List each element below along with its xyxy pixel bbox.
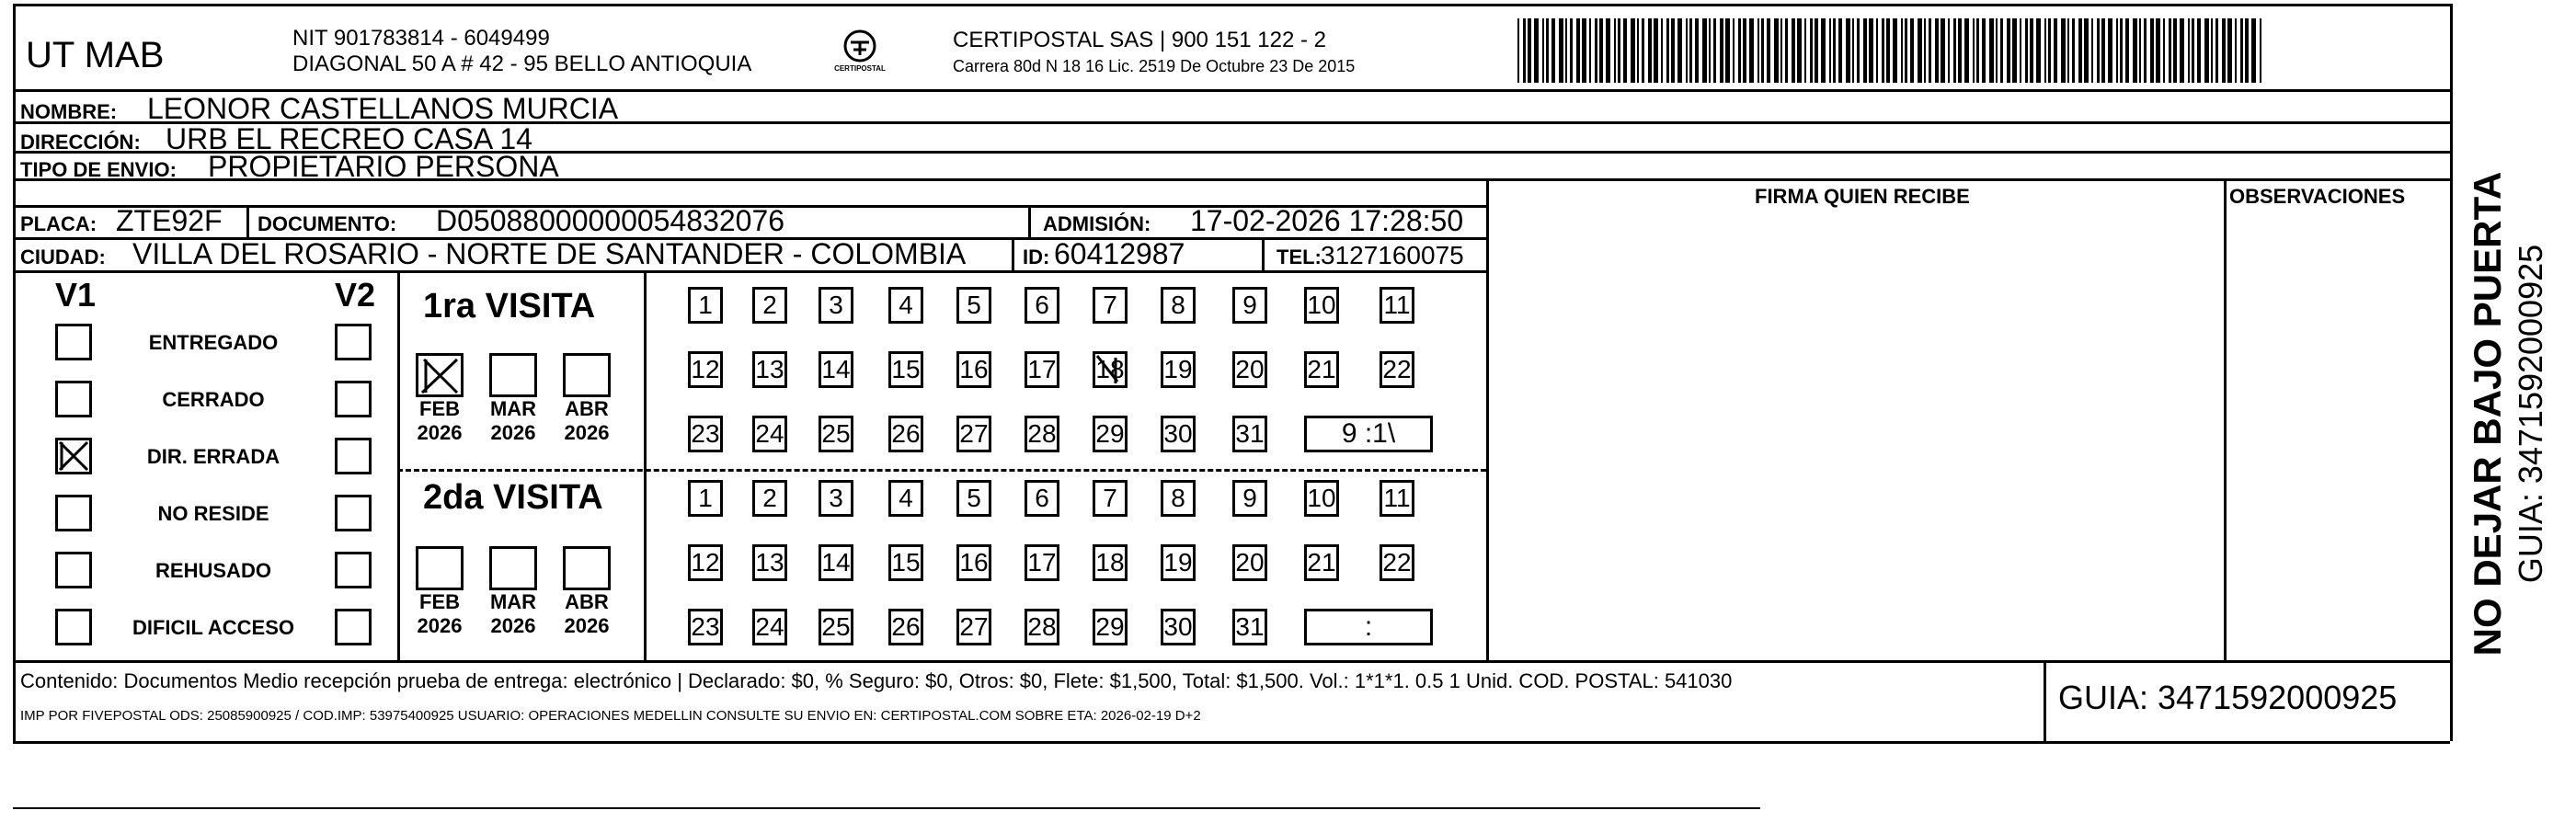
barcode-bar bbox=[1642, 18, 1644, 83]
day-box[interactable]: 17 bbox=[1025, 351, 1059, 388]
barcode-bar bbox=[2173, 18, 2177, 83]
day-box[interactable]: 6 bbox=[1025, 480, 1059, 517]
barcode-bar bbox=[2097, 18, 2100, 83]
barcode-bar bbox=[1733, 18, 1735, 83]
barcode-bar bbox=[1767, 18, 1770, 83]
barcode-bar bbox=[1948, 18, 1950, 83]
barcode-bar bbox=[1631, 18, 1635, 83]
barcode-bar bbox=[1671, 18, 1675, 83]
barcode-bar bbox=[1582, 18, 1586, 83]
status-divider bbox=[397, 270, 400, 660]
barcode-bar bbox=[2048, 18, 2051, 83]
barcode-bar bbox=[1918, 18, 1922, 83]
v1-checkbox[interactable] bbox=[55, 552, 92, 588]
barcode-bar bbox=[2030, 18, 2033, 83]
barcode-bar bbox=[1869, 18, 1873, 83]
barcode-bar bbox=[1546, 18, 1549, 83]
day-box[interactable]: 27 bbox=[956, 416, 991, 452]
check-mark-icon bbox=[418, 356, 461, 394]
barcode-bar bbox=[1570, 18, 1573, 83]
day-box[interactable]: 19 bbox=[1161, 351, 1196, 388]
barcode-bar bbox=[1924, 18, 1926, 83]
tel-label: TEL: bbox=[1277, 245, 1322, 268]
day-box[interactable]: 29 bbox=[1093, 609, 1128, 645]
barcode-bar bbox=[1757, 18, 1759, 83]
footer-print-line: IMP POR FIVEPOSTAL ODS: 25085900925 / COD.IMP: 53975400925 USUARIO: OPERACIONES MEDELLIN CONSULTE SU ENVIO EN: CERTIPOSTAL.COM SOBRE ETA: 2026-02-19 D+2 bbox=[20, 708, 1201, 724]
day-box[interactable]: 19 bbox=[1161, 544, 1196, 581]
day-number: 18 bbox=[1095, 355, 1125, 383]
barcode-bar bbox=[2072, 18, 2075, 83]
month-checkbox[interactable] bbox=[489, 353, 537, 397]
barcode-bar bbox=[1996, 18, 1998, 83]
barcode-bar bbox=[2108, 18, 2112, 83]
barcode-bar bbox=[1661, 18, 1663, 83]
left-border bbox=[13, 4, 16, 741]
year-label: 2026 bbox=[417, 421, 463, 444]
barcode-bar bbox=[1976, 18, 1979, 83]
logo-text: CERTIPOSTAL bbox=[834, 64, 886, 73]
barcode-bar bbox=[1953, 18, 1956, 83]
barcode-bar bbox=[1623, 18, 1627, 83]
status-label: ENTREGADO bbox=[148, 331, 279, 354]
barcode-bar bbox=[2235, 18, 2237, 83]
barcode-bar bbox=[1565, 18, 1567, 83]
barcode-bar bbox=[1982, 18, 1986, 83]
tipo-label: TIPO DE ENVIO: bbox=[20, 158, 177, 181]
day-box[interactable]: 5 bbox=[956, 480, 991, 517]
barcode-bar bbox=[1910, 18, 1914, 83]
day-box[interactable]: 24 bbox=[752, 609, 787, 645]
barcode-bar bbox=[1559, 18, 1563, 83]
barcode-bar bbox=[1761, 18, 1764, 83]
day-box[interactable] bbox=[1093, 351, 1128, 388]
barcode-bar bbox=[1785, 18, 1788, 83]
month-label: ABR bbox=[565, 397, 609, 420]
day-box[interactable]: 10 bbox=[1304, 287, 1339, 324]
day-box[interactable]: 14 bbox=[819, 351, 853, 388]
day-box[interactable]: 20 bbox=[1232, 351, 1267, 388]
barcode-bar bbox=[1648, 18, 1652, 83]
visit1-title: 1ra VISITA bbox=[423, 287, 596, 325]
barcode-bar bbox=[1618, 18, 1620, 83]
day-box[interactable]: 25 bbox=[819, 416, 853, 452]
admision-label: ADMISIÓN: bbox=[1043, 212, 1151, 235]
barcode-bar bbox=[1689, 18, 1692, 83]
barcode-bar bbox=[1810, 18, 1813, 83]
visit-divider bbox=[397, 469, 1486, 472]
barcode-bar bbox=[1542, 18, 1544, 83]
month-checkbox[interactable] bbox=[489, 546, 537, 590]
barcode-bar bbox=[1589, 18, 1591, 83]
barcode-bar bbox=[1935, 18, 1939, 83]
barcode-bar bbox=[1829, 18, 1831, 83]
day-box[interactable]: 22 bbox=[1380, 544, 1414, 581]
top-border bbox=[13, 4, 2450, 6]
day-box[interactable]: 6 bbox=[1025, 287, 1059, 324]
day-box[interactable]: 8 bbox=[1161, 287, 1196, 324]
barcode-bar bbox=[1599, 18, 1603, 83]
id-label: ID: bbox=[1023, 245, 1050, 268]
month-label: MAR bbox=[489, 397, 537, 420]
day-box[interactable]: 16 bbox=[956, 544, 991, 581]
day-box[interactable]: 4 bbox=[888, 480, 923, 517]
day-box[interactable]: 1 bbox=[688, 480, 723, 517]
barcode-bar bbox=[1774, 18, 1779, 83]
placa-label: PLACA: bbox=[20, 212, 97, 235]
barcode-bar bbox=[2197, 18, 2201, 83]
v1-checkbox[interactable] bbox=[55, 381, 92, 417]
barcode-bar bbox=[2133, 18, 2137, 83]
barcode-bar bbox=[2084, 18, 2089, 83]
barcode-bar bbox=[2036, 18, 2041, 83]
days-divider bbox=[644, 270, 647, 660]
barcode-bar bbox=[1857, 18, 1860, 83]
placa-divider bbox=[246, 205, 249, 237]
day-box[interactable]: 3 bbox=[819, 480, 853, 517]
firma-label: FIRMA QUIEN RECIBE bbox=[1755, 185, 1970, 208]
barcode-bar bbox=[1677, 18, 1682, 83]
barcode-bar bbox=[2180, 18, 2184, 83]
tel-value: 3127160075 bbox=[1321, 241, 1464, 269]
barcode-bar bbox=[1973, 18, 1975, 83]
documento-value: D05088000000054832076 bbox=[436, 204, 785, 237]
barcode-bar bbox=[2067, 18, 2069, 83]
barcode-bar bbox=[2188, 18, 2190, 83]
barcode-bar bbox=[2245, 18, 2249, 83]
barcode-bar bbox=[1595, 18, 1597, 83]
day-box[interactable]: 21 bbox=[1304, 351, 1339, 388]
direccion-label: DIRECCIÓN: bbox=[20, 131, 141, 154]
barcode-bar bbox=[2227, 18, 2232, 83]
day-box[interactable]: 22 bbox=[1380, 351, 1414, 388]
barcode-bar bbox=[1886, 18, 1890, 83]
barcode-bar bbox=[2120, 18, 2123, 83]
v2-label: V2 bbox=[335, 276, 376, 314]
day-box[interactable]: 17 bbox=[1025, 544, 1059, 581]
barcode-bar bbox=[1852, 18, 1854, 83]
month-checkbox[interactable] bbox=[563, 353, 611, 397]
day-box[interactable]: 30 bbox=[1161, 416, 1196, 452]
barcode-bar bbox=[1905, 18, 1907, 83]
barcode-bar bbox=[2101, 18, 2105, 83]
barcode-bar bbox=[1797, 18, 1802, 83]
v2-checkbox[interactable] bbox=[335, 552, 372, 588]
placa-value: ZTE92F bbox=[116, 204, 223, 237]
day-box[interactable]: 2 bbox=[752, 287, 787, 324]
observaciones-label: OBSERVACIONES bbox=[2229, 185, 2406, 208]
barcode-bar bbox=[1749, 18, 1754, 83]
footer-guia-divider bbox=[2044, 660, 2046, 741]
barcode-bar bbox=[2116, 18, 2118, 83]
courier-line2: Carrera 80d N 18 16 Lic. 2519 De Octubre 23 De 2015 bbox=[953, 57, 1356, 75]
day-box[interactable]: 12 bbox=[688, 544, 723, 581]
ciudad-label: CIUDAD: bbox=[20, 245, 106, 268]
day-box[interactable]: 1 bbox=[688, 287, 723, 324]
barcode-bar bbox=[2139, 18, 2141, 83]
id-divider bbox=[1012, 237, 1014, 270]
barcode-bar bbox=[1523, 18, 1526, 83]
month-label: MAR bbox=[489, 590, 537, 613]
day-box[interactable]: 7 bbox=[1093, 287, 1128, 324]
month-checkbox[interactable] bbox=[416, 353, 464, 397]
day-box[interactable]: 21 bbox=[1304, 544, 1339, 581]
day-box[interactable]: 8 bbox=[1161, 480, 1196, 517]
barcode-bar bbox=[2222, 18, 2226, 83]
day-box[interactable]: 15 bbox=[888, 544, 923, 581]
bottom-border bbox=[13, 741, 2450, 744]
barcode-bar bbox=[1929, 18, 1931, 83]
side-guia: GUIA: 3471592000925 bbox=[2512, 244, 2549, 584]
year-label: 2026 bbox=[564, 614, 610, 637]
ciudad-value: VILLA DEL ROSARIO - NORTE DE SANTANDER - COLOMBIA bbox=[132, 237, 967, 270]
day-box[interactable]: 9 bbox=[1232, 480, 1267, 517]
barcode-bar bbox=[2078, 18, 2082, 83]
day-box[interactable]: 23 bbox=[688, 416, 723, 452]
barcode-bar bbox=[2156, 18, 2160, 83]
barcode-bar bbox=[1528, 18, 1531, 83]
status-label: DIR. ERRADA bbox=[146, 445, 280, 468]
barcode-bar bbox=[2240, 18, 2243, 83]
barcode-bar bbox=[2260, 18, 2261, 83]
day-box[interactable]: 27 bbox=[956, 609, 991, 645]
tel-divider bbox=[1262, 237, 1265, 270]
v2-checkbox[interactable] bbox=[335, 381, 372, 417]
day-box[interactable]: 2 bbox=[752, 480, 787, 517]
visit2-title: 2da VISITA bbox=[423, 478, 603, 517]
day-box[interactable]: 3 bbox=[819, 287, 853, 324]
courier-line1: CERTIPOSTAL SAS | 900 151 122 - 2 bbox=[953, 28, 1326, 52]
barcode-bar bbox=[1815, 18, 1818, 83]
barcode-bar bbox=[1725, 18, 1730, 83]
firma-left-line bbox=[1486, 178, 1489, 660]
barcode-bar bbox=[1713, 18, 1716, 83]
day-box[interactable]: 25 bbox=[819, 609, 853, 645]
barcode-bar bbox=[2192, 18, 2194, 83]
tipo-value: PROPIETARIO PERSONA bbox=[208, 150, 559, 183]
day-box[interactable]: 24 bbox=[752, 416, 787, 452]
year-label: 2026 bbox=[564, 421, 610, 444]
check-mark-icon bbox=[58, 440, 89, 472]
company-address: DIAGONAL 50 A # 42 - 95 BELLO ANTIOQUIA bbox=[292, 51, 752, 76]
day-box[interactable]: 16 bbox=[956, 351, 991, 388]
company-nit: NIT 901783814 - 6049499 bbox=[292, 26, 550, 51]
barcode-bar bbox=[1838, 18, 1842, 83]
day-box[interactable]: 28 bbox=[1025, 609, 1059, 645]
barcode-bar bbox=[1901, 18, 1903, 83]
v1-checkbox[interactable] bbox=[55, 438, 92, 474]
day-box[interactable]: 30 bbox=[1161, 609, 1196, 645]
barcode-bar bbox=[1709, 18, 1711, 83]
day-box[interactable]: 20 bbox=[1232, 544, 1267, 581]
barcode-bar bbox=[1792, 18, 1795, 83]
barcode bbox=[1517, 18, 2272, 92]
month-label: FEB bbox=[419, 397, 460, 420]
barcode-bar bbox=[1964, 18, 1969, 83]
barcode-bar bbox=[1821, 18, 1826, 83]
day-box[interactable]: 9 bbox=[1232, 287, 1267, 324]
v1-checkbox[interactable] bbox=[55, 609, 92, 645]
right-border bbox=[2450, 4, 2453, 741]
day-box[interactable]: 14 bbox=[819, 544, 853, 581]
day-box[interactable]: 26 bbox=[888, 609, 923, 645]
footer-content-line: Contenido: Documentos Medio recepción prueba de entrega: electrónico | Declarado: $0, % Seguro: $0, Otros: $0, Flete: $1,500, Total: $1,500. Vol.: 1*1*1. 0.5 1 Unid. COD. POSTAL: 541030 bbox=[20, 669, 1733, 692]
admision-divider bbox=[1028, 205, 1031, 237]
barcode-bar bbox=[2150, 18, 2154, 83]
barcode-bar bbox=[1738, 18, 1741, 83]
day-box[interactable]: 31 bbox=[1232, 609, 1267, 645]
barcode-bar bbox=[1666, 18, 1669, 83]
barcode-bar bbox=[2251, 18, 2256, 83]
day-box[interactable]: 13 bbox=[752, 351, 787, 388]
v2-checkbox[interactable] bbox=[335, 438, 372, 474]
barcode-bar bbox=[1846, 18, 1850, 83]
barcode-bar bbox=[1804, 18, 1806, 83]
day-box[interactable]: 4 bbox=[888, 287, 923, 324]
barcode-bar bbox=[2007, 18, 2010, 83]
day-box[interactable]: 15 bbox=[888, 351, 923, 388]
barcode-bar bbox=[2091, 18, 2093, 83]
barcode-bar bbox=[2169, 18, 2171, 83]
day-box[interactable]: 7 bbox=[1093, 480, 1128, 517]
v1-checkbox[interactable] bbox=[55, 324, 92, 360]
status-label: CERRADO bbox=[162, 388, 265, 411]
barcode-bar bbox=[1876, 18, 1878, 83]
month-label: ABR bbox=[565, 590, 609, 613]
nombre-value: LEONOR CASTELLANOS MURCIA bbox=[147, 92, 619, 125]
barcode-bar bbox=[2000, 18, 2003, 83]
v2-checkbox[interactable] bbox=[335, 324, 372, 360]
barcode-bar bbox=[2211, 18, 2213, 83]
barcode-bar bbox=[1863, 18, 1867, 83]
barcode-bar bbox=[1893, 18, 1897, 83]
day-box[interactable]: 18 bbox=[1093, 544, 1128, 581]
direccion-value: URB EL RECREO CASA 14 bbox=[166, 122, 532, 155]
day-box[interactable]: 12 bbox=[688, 351, 723, 388]
day-box[interactable]: 23 bbox=[688, 609, 723, 645]
day-box[interactable]: 10 bbox=[1304, 480, 1339, 517]
barcode-bar bbox=[1654, 18, 1658, 83]
day-box[interactable]: 11 bbox=[1380, 480, 1414, 517]
page-edge bbox=[13, 807, 1760, 809]
barcode-bar bbox=[2061, 18, 2066, 83]
barcode-bar bbox=[1517, 18, 1519, 83]
barcode-bar bbox=[2044, 18, 2046, 83]
barcode-bar bbox=[2125, 18, 2129, 83]
barcode-bar bbox=[1614, 18, 1616, 83]
barcode-bar bbox=[1606, 18, 1610, 83]
year-label: 2026 bbox=[490, 421, 536, 444]
id-value: 60412987 bbox=[1054, 237, 1185, 270]
barcode-bar bbox=[1882, 18, 1884, 83]
month-checkbox[interactable] bbox=[416, 546, 464, 590]
obs-left-line bbox=[2224, 178, 2227, 660]
barcode-bar bbox=[2163, 18, 2165, 83]
day-mark-icon bbox=[1095, 354, 1125, 385]
barcode-bar bbox=[1637, 18, 1639, 83]
day-box[interactable]: 29 bbox=[1093, 416, 1128, 452]
footer-divider bbox=[13, 660, 2450, 663]
time-box[interactable]: 9 :1\ bbox=[1304, 416, 1433, 452]
barcode-bar bbox=[1743, 18, 1746, 83]
v2-checkbox[interactable] bbox=[335, 609, 372, 645]
company-name: UT MAB bbox=[26, 35, 165, 75]
month-checkbox[interactable] bbox=[563, 546, 611, 590]
barcode-bar bbox=[2025, 18, 2028, 83]
day-box[interactable]: 13 bbox=[752, 544, 787, 581]
nombre-label: NOMBRE: bbox=[20, 100, 118, 123]
barcode-bar bbox=[2012, 18, 2017, 83]
day-box[interactable]: 5 bbox=[956, 287, 991, 324]
admision-value: 17-02-2026 17:28:50 bbox=[1190, 204, 1464, 237]
barcode-bar bbox=[1833, 18, 1836, 83]
barcode-bar bbox=[2054, 18, 2057, 83]
barcode-bar bbox=[1958, 18, 1962, 83]
barcode-bar bbox=[2204, 18, 2209, 83]
barcode-bar bbox=[1551, 18, 1555, 83]
barcode-bar bbox=[1576, 18, 1580, 83]
v1-label: V1 bbox=[55, 276, 97, 314]
barcode-bar bbox=[1941, 18, 1945, 83]
year-label: 2026 bbox=[490, 614, 536, 637]
time-box[interactable]: : bbox=[1304, 609, 1433, 645]
day-box[interactable]: 31 bbox=[1232, 416, 1267, 452]
barcode-bar bbox=[2144, 18, 2147, 83]
barcode-bar bbox=[1989, 18, 1994, 83]
status-label: DIFICIL ACCESO bbox=[132, 616, 294, 639]
year-label: 2026 bbox=[417, 614, 463, 637]
day-box[interactable]: 26 bbox=[888, 416, 923, 452]
v2-checkbox[interactable] bbox=[335, 495, 372, 531]
footer-guia: GUIA: 3471592000925 bbox=[2058, 679, 2398, 716]
barcode-bar bbox=[1534, 18, 1539, 83]
month-label: FEB bbox=[419, 590, 460, 613]
documento-label: DOCUMENTO: bbox=[258, 212, 397, 235]
barcode-bar bbox=[2215, 18, 2218, 83]
status-label: NO RESIDE bbox=[157, 502, 269, 525]
day-box[interactable]: 28 bbox=[1025, 416, 1059, 452]
barcode-bar bbox=[1720, 18, 1723, 83]
certipostal-logo bbox=[828, 28, 892, 83]
v1-checkbox[interactable] bbox=[55, 495, 92, 531]
barcode-bar bbox=[1695, 18, 1699, 83]
barcode-bar bbox=[1780, 18, 1782, 83]
no-dejar-warning: NO DEJAR BAJO PUERTA bbox=[2466, 171, 2509, 656]
barcode-bar bbox=[1686, 18, 1688, 83]
barcode-bar bbox=[1702, 18, 1707, 83]
status-label: REHUSADO bbox=[155, 559, 271, 582]
day-box[interactable]: 11 bbox=[1380, 287, 1414, 324]
barcode-bar bbox=[2020, 18, 2021, 83]
